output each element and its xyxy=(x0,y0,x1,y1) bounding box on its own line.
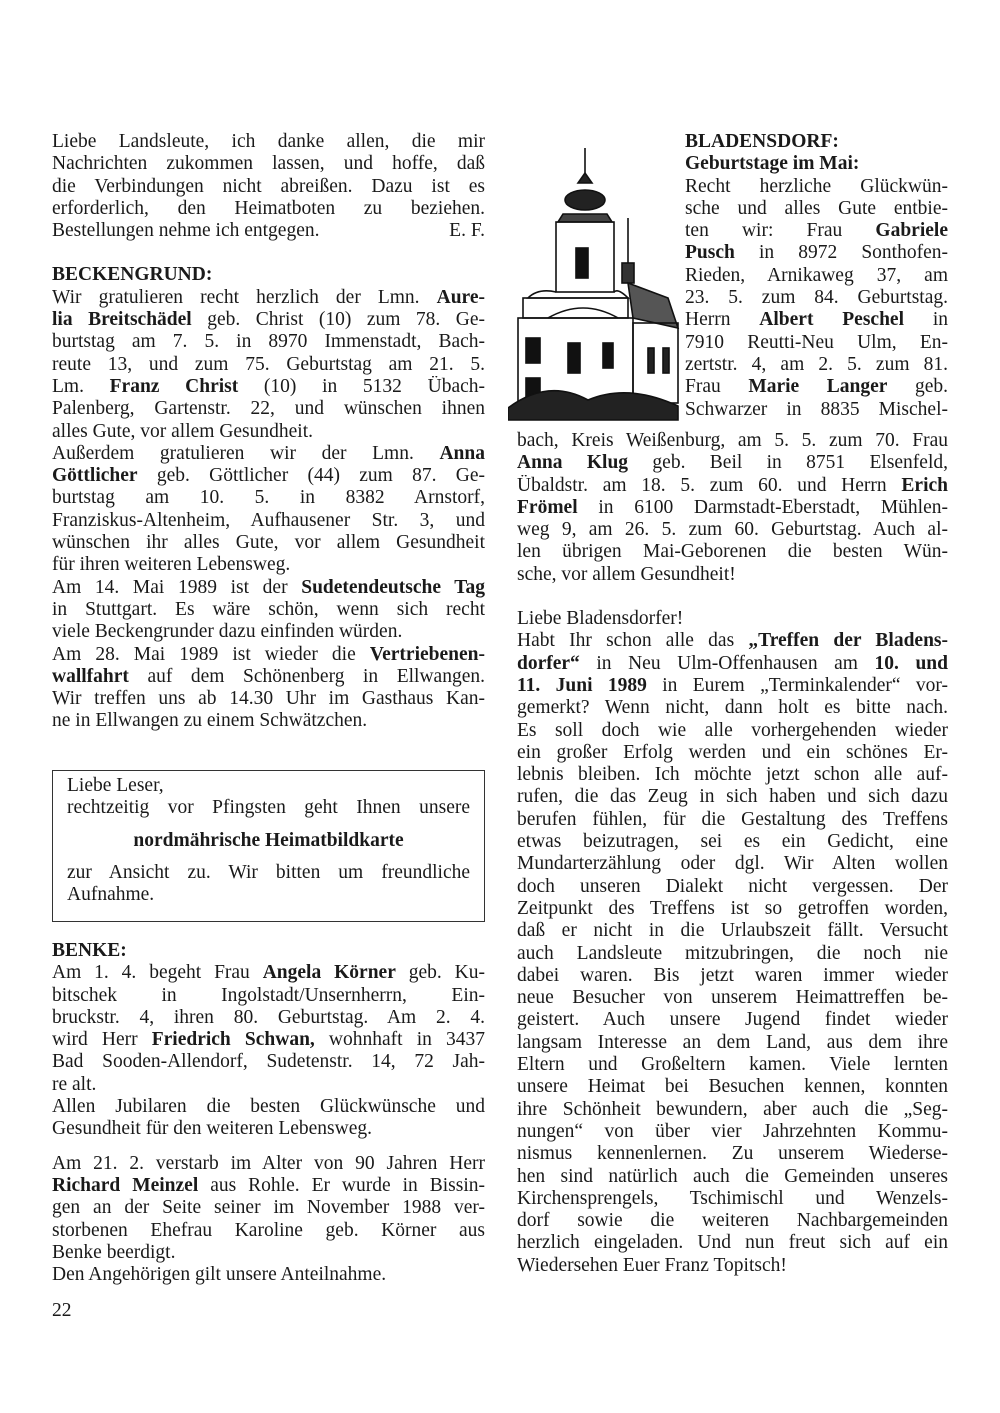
bold-text: lia Breitschädel xyxy=(52,309,192,331)
text: geb. Göttlicher (44) zum 87. Ge- xyxy=(137,465,485,487)
text: Allen Jubilaren die besten Glückwünsche und xyxy=(52,1096,485,1118)
text-line xyxy=(685,376,948,398)
text: dorf sowie die weiteren Nachbargemeinden xyxy=(517,1210,948,1232)
paragraph xyxy=(52,287,485,443)
text: Außerdem gratulieren wir der Lmn. xyxy=(52,442,440,464)
text-line xyxy=(517,1188,948,1210)
text: Rieden, Arnikaweg 37, am xyxy=(685,264,948,286)
notice-text: Aufnahme. xyxy=(67,884,155,906)
paragraph xyxy=(52,1264,485,1286)
paragraph xyxy=(52,644,485,733)
text: gen an der Seite seiner im November 1988 ver- xyxy=(52,1197,485,1219)
text-line xyxy=(685,176,948,198)
text: burtstag am 7. 5. in 8970 Immenstadt, Bach- xyxy=(52,331,485,353)
bold-text: Franz Christ xyxy=(109,375,239,397)
text: Frau xyxy=(685,376,749,398)
text-line xyxy=(517,1009,948,1031)
text-line xyxy=(517,1255,948,1277)
text: sche, vor allem Gesundheit! xyxy=(517,563,736,585)
text-line xyxy=(517,831,948,853)
text-line xyxy=(685,309,948,331)
benke-paragraphs xyxy=(52,962,485,1140)
bold-text: Sudetendeutsche Tag xyxy=(301,576,485,598)
text: Bad Sooden-Allendorf, Sudetenstr. 14, 72 Jah- xyxy=(52,1051,485,1073)
bold-text: 10. und xyxy=(874,652,948,674)
text-line xyxy=(517,764,948,786)
text-line xyxy=(52,153,485,175)
notice-text: rechtzeitig vor Pfingsten geht Ihnen unsere xyxy=(67,797,470,819)
text-line xyxy=(52,577,485,599)
text-line xyxy=(52,644,485,666)
text-line xyxy=(52,1242,485,1264)
bold-text: Marie Langer xyxy=(748,376,888,398)
text: herzlich eingeladen. Und nun freut sich auf ein xyxy=(517,1232,948,1254)
text: etwas beizutragen, sei es ein Gedicht, eine xyxy=(517,831,948,853)
text-line xyxy=(52,376,485,398)
notice-highlight: nordmährische Heimatbildkarte xyxy=(133,829,404,851)
right-column-bottom xyxy=(517,430,948,1277)
text-line xyxy=(517,809,948,831)
signature: E. F. xyxy=(449,220,485,242)
bold-text: Göttlicher xyxy=(52,465,138,487)
text-line xyxy=(52,666,485,688)
text: neue Besucher von unserem Heimattreffen be- xyxy=(517,987,948,1009)
text-line xyxy=(52,1118,485,1140)
text: die Verbindungen nicht abreißen. Dazu ist es xyxy=(52,175,485,197)
bold-text: dorfer“ xyxy=(517,652,580,674)
text-line xyxy=(517,497,948,519)
text-line xyxy=(517,697,948,719)
right-column-top xyxy=(685,131,948,421)
bold-text: wallfahrt xyxy=(52,665,129,687)
text: in Neu Ulm-Offenhausen am xyxy=(579,652,875,674)
subheading-birthdays: Geburtstage im Mai: xyxy=(685,153,860,175)
text-line xyxy=(52,1074,485,1096)
bold-text: Anna Klug xyxy=(517,452,629,474)
text-line xyxy=(52,1029,485,1051)
text: re alt. xyxy=(52,1073,97,1095)
text-line xyxy=(517,1099,948,1121)
paragraph xyxy=(517,430,948,586)
text: burtstag am 10. 5. in 8382 Arnstorf, xyxy=(52,487,485,509)
text: in xyxy=(904,309,948,331)
text: auf dem Schönenberg in Ellwangen. xyxy=(128,665,485,687)
section-heading-benke: BENKE: xyxy=(52,940,127,961)
paragraph xyxy=(517,630,948,1277)
text: daß er nicht in die Urlaubszeit fällt. Versucht xyxy=(517,920,948,942)
text: Palenberg, Gartenstr. 22, und wünschen ihnen xyxy=(52,398,485,420)
bold-text: Albert Peschel xyxy=(759,309,904,331)
text: nismus kennenlernen. Zu unserem Wiederse- xyxy=(517,1143,948,1165)
text: reute 13, und zum 75. Geburtstag am 21. 5. xyxy=(52,353,485,375)
text: 7910 Reutti-Neu Ulm, En- xyxy=(685,331,948,353)
text: geb. xyxy=(887,376,948,398)
text-line xyxy=(52,621,485,643)
text: viele Beckengrunder dazu einfinden würden. xyxy=(52,621,403,643)
text: Bestellungen nehme ich entgegen. xyxy=(52,220,320,242)
text: Herrn xyxy=(685,309,760,331)
text-line xyxy=(52,510,485,532)
text: in 6100 Darmstadt-Eberstadt, Mühlen- xyxy=(577,496,948,518)
text: dabei waren. Bis jetzt waren immer wieder xyxy=(517,964,948,986)
text-line xyxy=(52,710,485,732)
text: Lm. xyxy=(52,375,110,397)
text: erforderlich, den Heimatboten zu beziehen. xyxy=(52,197,485,219)
text: Am 28. Mai 1989 ist wieder die xyxy=(52,643,370,665)
text: Den Angehörigen gilt unsere Anteilnahme. xyxy=(52,1264,387,1286)
text: weg 9, am 26. 5. zum 60. Geburtstag. Auch al- xyxy=(517,519,948,541)
text: alles Gute, vor allem Gesundheit. xyxy=(52,420,314,442)
text-line xyxy=(517,653,948,675)
text-line xyxy=(52,1220,485,1242)
text-line xyxy=(517,1054,948,1076)
text: Liebe Landsleute, ich danke allen, die mir xyxy=(52,131,485,152)
text: Wir gratulieren recht herzlich der Lmn. xyxy=(52,286,437,308)
text-line xyxy=(52,220,485,242)
bold-text: Erich xyxy=(901,474,948,496)
text-line xyxy=(517,1076,948,1098)
text-line xyxy=(685,354,948,376)
text: wünschen ihr alles Gute, vor allem Gesundheit xyxy=(52,532,485,554)
text-line xyxy=(517,430,948,452)
bold-text: Gabriele xyxy=(875,220,948,242)
text: Franziskus-Altenheim, Aufhausener Str. 3, und xyxy=(52,509,485,531)
bold-text: Anna xyxy=(439,442,485,464)
text-line xyxy=(517,1032,948,1054)
text: sche und alles Gute entbie- xyxy=(685,197,948,219)
paragraph xyxy=(685,176,948,421)
beckengrund-section xyxy=(52,287,485,733)
text: in Stuttgart. Es wäre schön, wenn sich recht xyxy=(52,598,485,620)
text: für ihren weiteren Lebensweg. xyxy=(52,554,291,576)
text: wird Herr xyxy=(52,1029,152,1051)
text: Zeitpunkt des Treffens ist so getroffen worden, xyxy=(517,897,948,919)
text-line xyxy=(517,608,948,630)
bold-text: Angela Körner xyxy=(262,962,396,984)
text-line xyxy=(517,965,948,987)
text: Eltern und Großeltern kamen. Viele lernten xyxy=(517,1054,948,1076)
text-line xyxy=(52,354,485,376)
text: bach, Kreis Weißenburg, am 5. 5. zum 70. Frau xyxy=(517,430,948,451)
bold-text: 11. Juni 1989 xyxy=(517,674,647,696)
text-line xyxy=(52,309,485,331)
text: Am 21. 2. verstarb im Alter von 90 Jahren Herr xyxy=(52,1152,485,1174)
text-line xyxy=(52,554,485,576)
text-line xyxy=(685,198,948,220)
text-line xyxy=(517,452,948,474)
bold-text: Vertriebenen- xyxy=(369,643,485,665)
text-line xyxy=(685,287,948,309)
text: 23. 5. zum 84. Geburtstag. xyxy=(685,287,948,309)
text: Habt Ihr schon alle das xyxy=(517,630,749,652)
text-line xyxy=(517,987,948,1009)
text: Recht herzliche Glückwün- xyxy=(685,175,948,197)
church-illustration xyxy=(508,138,683,423)
text: Schwarzer in 8835 Mischel- xyxy=(685,398,948,420)
text-line xyxy=(517,1232,948,1254)
text: storbenen Ehefrau Karoline geb. Körner aus xyxy=(52,1219,485,1241)
text-line xyxy=(685,220,948,242)
text-line xyxy=(517,1121,948,1143)
text-line xyxy=(52,331,485,353)
text-line xyxy=(52,962,485,984)
text-line xyxy=(517,1166,948,1188)
paragraph xyxy=(52,577,485,644)
text-line xyxy=(52,465,485,487)
text: geb. Beil in 8751 Elsenfeld, xyxy=(628,452,948,474)
text-line xyxy=(517,898,948,920)
text-line xyxy=(52,599,485,621)
text-line xyxy=(517,876,948,898)
text-line xyxy=(517,1143,948,1165)
paragraph xyxy=(52,1096,485,1141)
paragraph xyxy=(52,131,485,242)
bold-text: Pusch xyxy=(685,242,735,264)
text-line xyxy=(517,519,948,541)
text: Wir treffen uns ab 14.30 Uhr im Gasthaus Kan- xyxy=(52,688,485,710)
text-line xyxy=(517,943,948,965)
text-line xyxy=(685,265,948,287)
text: unsere Heimat bei Besuchen kennen, konnten xyxy=(517,1076,948,1098)
text: in 8972 Sonthofen- xyxy=(734,242,948,264)
text-line xyxy=(517,675,948,697)
notice-greeting: Liebe Leser, xyxy=(67,775,164,796)
paragraph xyxy=(52,443,485,577)
text-line xyxy=(52,1264,485,1286)
text: Gesundheit für den weiteren Lebensweg. xyxy=(52,1118,373,1140)
text-line xyxy=(52,398,485,420)
text-line xyxy=(52,176,485,198)
text: Übaldstr. am 18. 5. zum 60. und Herrn xyxy=(517,474,902,496)
text-line xyxy=(52,1153,485,1175)
bold-text: Aure- xyxy=(436,286,485,308)
text-line xyxy=(517,720,948,742)
text-line xyxy=(52,1007,485,1029)
text: doch unseren Dialekt nicht vergessen. Der xyxy=(517,875,948,897)
paragraph xyxy=(52,1153,485,1264)
text-line xyxy=(517,475,948,497)
text-line xyxy=(685,332,948,354)
text: geb. Ku- xyxy=(395,962,485,984)
text: ne in Ellwangen zu einem Schwätzchen. xyxy=(52,710,368,732)
text: in Eurem „Terminkalender“ vor- xyxy=(646,674,948,696)
text: rufen, die das Zeug in sich haben und sich dazu xyxy=(517,786,948,808)
left-column xyxy=(52,131,485,733)
text: langsam Interesse an dem Land, aus dem ihre xyxy=(517,1031,948,1053)
text: Nachrichten zukommen lassen, und hoffe, daß xyxy=(52,153,485,175)
bold-text: „Treffen der Bladens- xyxy=(748,630,948,652)
text-line xyxy=(517,920,948,942)
text-line xyxy=(517,541,948,563)
intro-paragraph xyxy=(52,131,485,242)
text: geistert. Auch unsere Jugend findet wieder xyxy=(517,1009,948,1031)
text: nungen“ von über vier Jahrzehnten Kommu- xyxy=(517,1120,948,1142)
bold-text: Richard Meinzel xyxy=(52,1174,199,1196)
text: lebnis bleiben. Ich möchte jetzt schon alle auf- xyxy=(517,764,948,786)
bold-text: Frömel xyxy=(517,496,578,518)
bladensdorf-birthdays-cont xyxy=(517,430,948,586)
bold-text: Friedrich Schwan, xyxy=(151,1029,315,1051)
text: Am 14. Mai 1989 ist der xyxy=(52,576,302,598)
text: Es soll doch wie alle vorhergehenden wieder xyxy=(517,719,948,741)
text: gemerkt? Wenn nicht, dann holt es bitte nach. xyxy=(517,697,948,719)
text: Kirchensprengels, Tschimischl und Wenzels- xyxy=(517,1187,948,1209)
text: Wiedersehen Euer Franz Topitsch! xyxy=(517,1254,787,1276)
text: (10) in 5132 Übach- xyxy=(238,375,485,397)
text-line xyxy=(52,487,485,509)
text-line xyxy=(52,1096,485,1118)
text: ihre Schönheit bewundern, aber auch die „Seg- xyxy=(517,1098,948,1120)
text-line xyxy=(517,564,948,586)
text: wohnhaft in 3437 xyxy=(314,1029,485,1051)
paragraph xyxy=(52,962,485,1096)
text-line xyxy=(52,1051,485,1073)
text: Benke beerdigt. xyxy=(52,1241,176,1263)
text-line xyxy=(517,630,948,652)
text: bruckstr. 4, ihren 80. Geburtstag. Am 2. 4. xyxy=(52,1006,485,1028)
bladensdorf-letter xyxy=(517,608,948,1277)
text-line xyxy=(52,443,485,465)
text: Am 1. 4. begeht Frau xyxy=(52,962,263,984)
text: berufen fühlen, für die Gestaltung des Treffens xyxy=(517,808,948,830)
text-line xyxy=(52,131,485,153)
text-line xyxy=(685,242,948,264)
section-heading-beckengrund: BECKENGRUND: xyxy=(52,264,213,286)
page-number: 22 xyxy=(52,1300,72,1321)
text-line xyxy=(52,198,485,220)
text-line xyxy=(517,1210,948,1232)
text: aus Rohle. Er wurde in Bissin- xyxy=(198,1174,485,1196)
text: len übrigen Mai-Geborenen die besten Wün- xyxy=(517,541,948,563)
section-heading-bladensdorf: BLADENSDORF: xyxy=(685,131,839,152)
text-line xyxy=(685,399,948,421)
text: ein großer Erfolg werden und ein schönes Er- xyxy=(517,741,948,763)
text: bitschek in Ingolstadt/Unsernherrn, Ein- xyxy=(52,984,485,1006)
text-line xyxy=(52,287,485,309)
notice-box xyxy=(52,770,485,922)
text-line xyxy=(52,1175,485,1197)
text-line xyxy=(52,985,485,1007)
text: geb. Christ (10) zum 78. Ge- xyxy=(191,309,485,331)
text-line xyxy=(52,688,485,710)
benke-section xyxy=(52,940,485,1286)
bladensdorf-birthdays-wrap xyxy=(685,176,948,421)
text: hen sind natürlich auch die Gemeinden unseres xyxy=(517,1165,948,1187)
text-line xyxy=(52,421,485,443)
text: auch Landsleute mitzubringen, die noch nie xyxy=(517,942,948,964)
text-line xyxy=(52,1197,485,1219)
notice-text: zur Ansicht zu. Wir bitten um freundliche xyxy=(67,861,470,883)
benke-obituary xyxy=(52,1153,485,1287)
text-line xyxy=(52,532,485,554)
text-line xyxy=(517,742,948,764)
text: Mundarterzählung oder dgl. Wir Alten wollen xyxy=(517,853,948,875)
paragraph xyxy=(517,608,948,630)
text-line xyxy=(517,786,948,808)
text: zertstr. 4, am 2. 5. zum 81. xyxy=(685,353,948,375)
text-line xyxy=(517,853,948,875)
text: Liebe Bladensdorfer! xyxy=(517,608,684,630)
text: ten wir: Frau xyxy=(685,220,876,242)
